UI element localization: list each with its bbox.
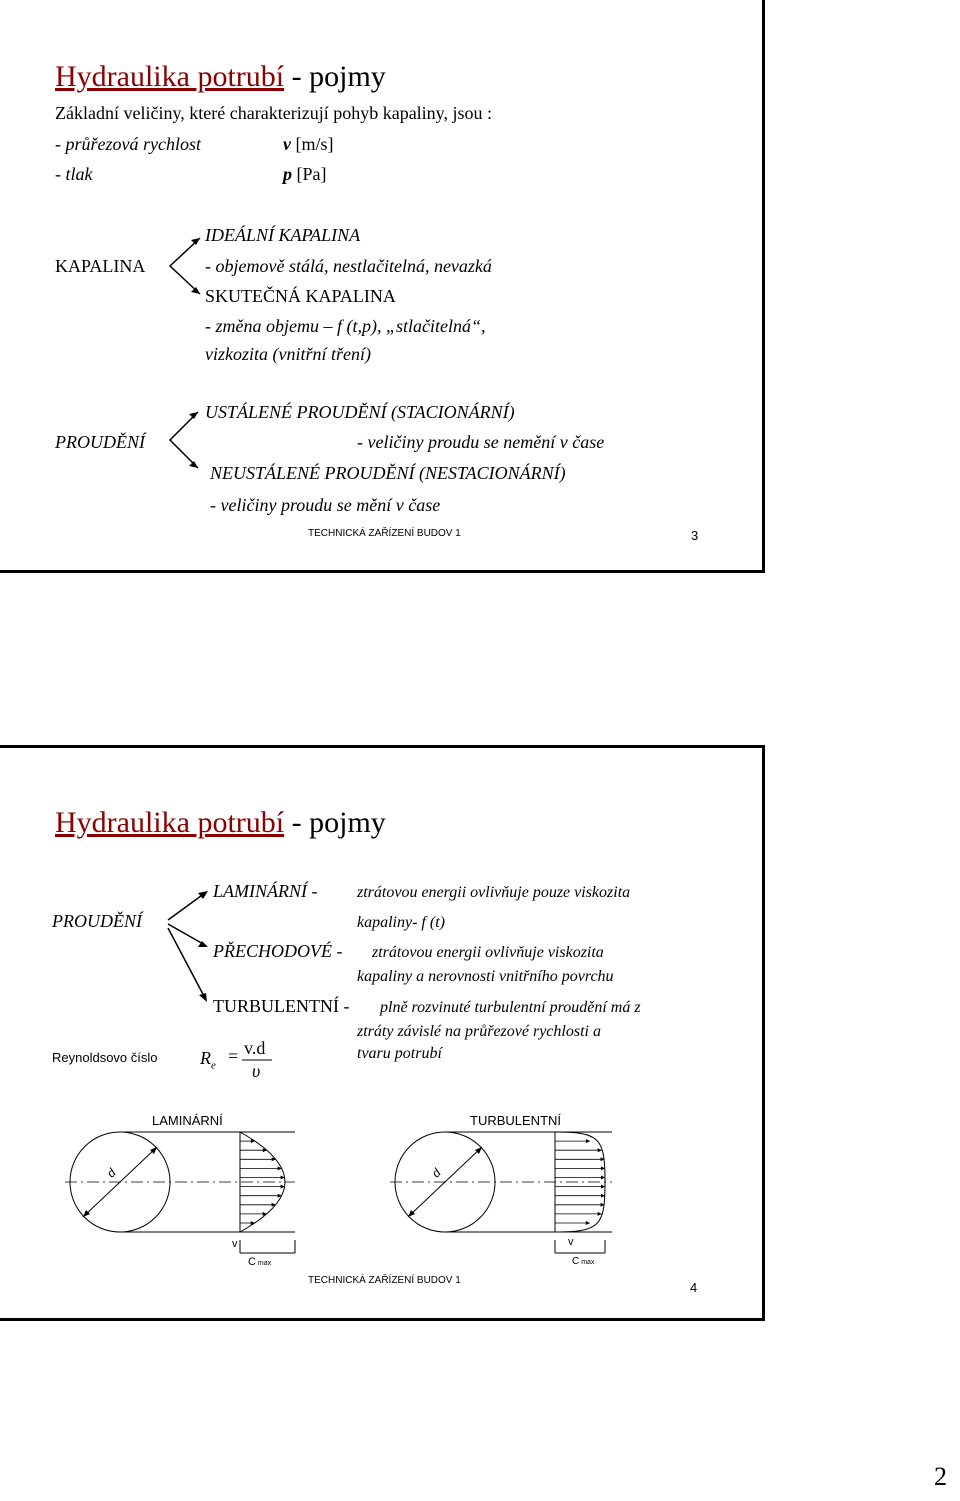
slide-page-number: 4 — [690, 1280, 698, 1295]
cmax-sub: max — [257, 1260, 272, 1267]
turbulent-cmax-label — [572, 1256, 594, 1267]
slide-page-number: 3 — [691, 528, 699, 543]
turbulent-desc-1: plně rozvinuté turbulentní proudění má z — [380, 999, 641, 1016]
steady-flow-title: USTÁLENÉ PROUDĚNÍ (STACIONÁRNÍ) — [205, 402, 515, 422]
title-rest: - pojmy — [284, 806, 386, 839]
reynolds-label: Reynoldsovo číslo — [52, 1050, 158, 1065]
formula-numerator: v.d — [244, 1038, 266, 1058]
turbulent-velocity-label: v — [568, 1236, 574, 1248]
velocity-unit: [m/s] — [295, 134, 334, 154]
cmax-c: C — [572, 1256, 580, 1267]
velocity-scale-bars — [0, 748, 762, 1318]
diagram-laminar-label: LAMINÁRNÍ — [152, 1113, 223, 1128]
ideal-liquid-title: IDEÁLNÍ KAPALINA — [205, 225, 361, 245]
pressure-unit: [Pa] — [296, 164, 327, 184]
laminar-cmax-label — [248, 1256, 271, 1268]
transition-title: PŘECHODOVÉ - — [213, 941, 343, 961]
laminar-desc-2: kapaliny- f (t) — [357, 914, 445, 931]
formula-equals: = — [228, 1046, 239, 1066]
ideal-liquid-desc: - objemově stálá, nestlačitelná, nevazká — [205, 256, 492, 276]
slide-footer: TECHNICKÁ ZAŘÍZENÍ BUDOV 1 — [308, 1275, 461, 1286]
unsteady-flow-title: NEUSTÁLENÉ PROUDĚNÍ (NESTACIONÁRNÍ) — [210, 463, 566, 483]
slide-4 — [0, 745, 765, 1321]
laminar-diameter-label: d — [104, 1165, 119, 1181]
title-main: Hydraulika potrubí — [55, 806, 285, 839]
real-liquid-desc-1: - změna objemu – f (t,p), „stlačitelná“, — [205, 316, 486, 336]
unsteady-flow-desc: - veličiny proudu se mění v čase — [210, 495, 441, 515]
laminar-title: LAMINÁRNÍ - — [213, 881, 318, 901]
flow-label: PROUDĚNÍ — [52, 911, 142, 931]
diagram-turbulent-label: TURBULENTNÍ — [470, 1113, 562, 1128]
flow-label: PROUDĚNÍ — [55, 432, 145, 452]
sheet-page-number: 2 — [934, 1462, 947, 1491]
turbulent-diameter-label: d — [429, 1165, 444, 1181]
laminar-desc-1: ztrátovou energii ovlivňuje pouze viskozita — [357, 884, 631, 901]
formula-denominator: υ — [252, 1061, 261, 1081]
turbulent-desc-2: ztráty závislé na průřezové rychlosti a — [357, 1023, 601, 1040]
slide-3 — [0, 0, 765, 573]
slide-footer: TECHNICKÁ ZAŘÍZENÍ BUDOV 1 — [308, 528, 461, 539]
formula-sub: e — [211, 1059, 216, 1072]
kapalina-bracket — [0, 0, 762, 570]
cmax-sub: max — [581, 1259, 595, 1266]
steady-flow-desc: - veličiny proudu se nemění v čase — [357, 432, 605, 452]
transition-desc-1: ztrátovou energii ovlivňuje viskozita — [372, 944, 604, 961]
turbulent-title: TURBULENTNÍ - — [213, 996, 350, 1016]
formula-r: R — [200, 1048, 211, 1068]
quantity-pressure-name: - tlak — [55, 164, 93, 184]
turbulent-desc-3: tvaru potrubí — [357, 1045, 442, 1062]
kapalina-label: KAPALINA — [55, 256, 146, 276]
intro-text: Základní veličiny, které charakterizují pohyb kapaliny, jsou : — [55, 103, 493, 123]
title-rest: - pojmy — [284, 60, 386, 93]
quantity-velocity-name: - průřezová rychlost — [55, 134, 201, 154]
real-liquid-desc-2: vizkozita (vnitřní tření) — [205, 344, 371, 364]
transition-desc-2: kapaliny a nerovnosti vnitřního povrchu — [357, 968, 614, 985]
title-main: Hydraulika potrubí — [55, 60, 285, 93]
laminar-velocity-label: v — [232, 1238, 238, 1250]
pressure-symbol: p — [283, 164, 292, 184]
velocity-symbol: v — [283, 134, 291, 154]
real-liquid-title: SKUTEČNÁ KAPALINA — [205, 286, 396, 306]
cmax-c: C — [248, 1256, 256, 1268]
